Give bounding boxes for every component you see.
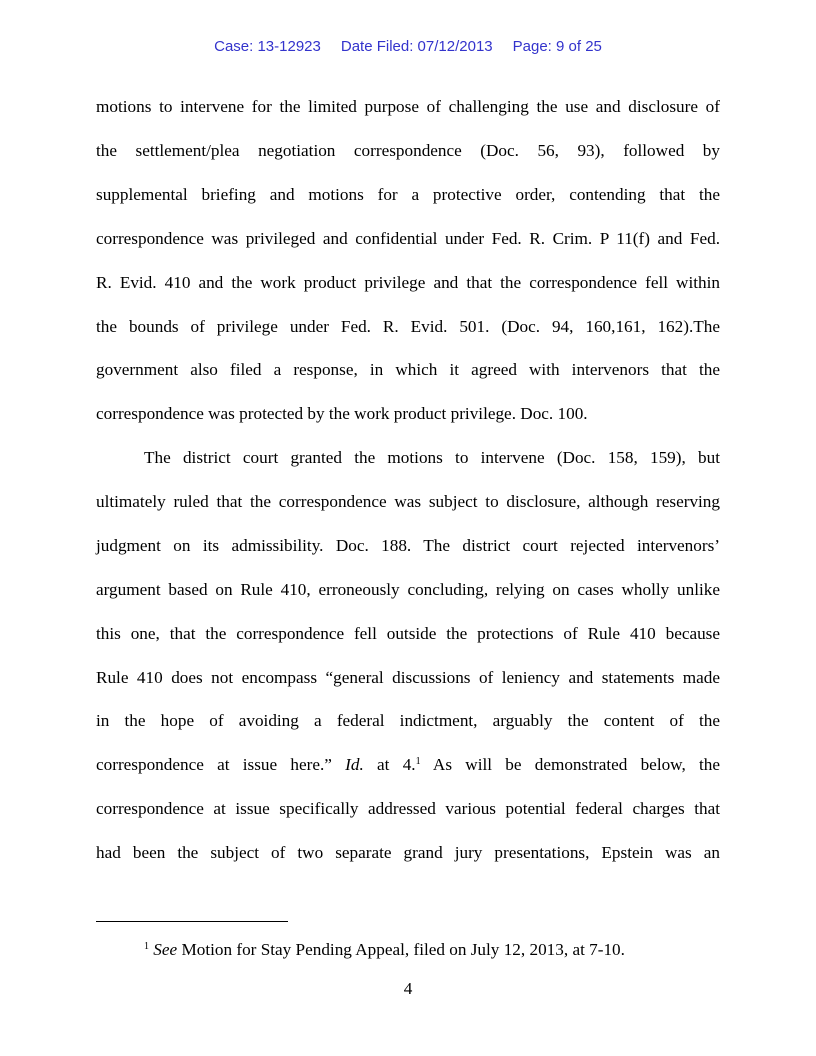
text-line: correspondence at issue specifically addressed various potential federal charges that [96, 799, 720, 818]
text-line: the bounds of privilege under Fed. R. Evid. 501. (Doc. 94, 160,161, 162).The [96, 317, 720, 336]
text-line: correspondence was privileged and confidential under Fed. R. Crim. P 11(f) and Fed. [96, 229, 720, 248]
text-line: The district court granted the motions to intervene (Doc. 158, 159), but [144, 448, 720, 467]
footnote [144, 940, 625, 960]
text-line: motions to intervene for the limited purpose of challenging the use and disclosure of [96, 97, 720, 116]
citation-pin: at 4. [377, 755, 416, 774]
footnote-divider [96, 921, 288, 922]
text-line: in the hope of avoiding a federal indictment, arguably the content of the [96, 711, 720, 730]
citation-lead: correspondence at issue here.” [96, 755, 332, 774]
text-line: government also filed a response, in which it agreed with intervenors that the [96, 360, 720, 379]
footnote-marker: 1 [415, 756, 421, 767]
text-line: supplemental briefing and motions for a protective order, contending that the [96, 185, 720, 204]
footnote-text: Motion for Stay Pending Appeal, filed on July 12, 2013, at 7-10. [181, 940, 625, 959]
text-line: ultimately ruled that the correspondence was subject to disclosure, although reserving [96, 492, 720, 511]
footnote-see-signal: See [153, 940, 178, 959]
text-line: correspondence was protected by the work product privilege. Doc. 100. [96, 404, 588, 423]
text-line-with-citation [96, 755, 720, 775]
footnote-number: 1 [144, 941, 149, 952]
page-count: Page: 9 of 25 [512, 38, 602, 55]
text-line: this one, that the correspondence fell outside the protections of Rule 410 because [96, 624, 720, 643]
text-line: judgment on its admissibility. Doc. 188. The district court rejected intervenors’ [96, 536, 720, 555]
case-number: Case: 13-12923 [214, 38, 321, 55]
text-line: the settlement/plea negotiation correspondence (Doc. 56, 93), followed by [96, 141, 720, 160]
date-filed: Date Filed: 07/12/2013 [340, 38, 493, 55]
page-number: 4 [403, 979, 413, 998]
citation-tail: As will be demonstrated below, the [432, 755, 721, 774]
text-line: had been the subject of two separate grand jury presentations, Epstein was an [96, 843, 720, 862]
ecf-header [0, 38, 816, 55]
text-line: argument based on Rule 410, erroneously concluding, relying on cases wholly unlike [96, 580, 720, 599]
id-citation: Id. [345, 755, 364, 774]
text-line: Rule 410 does not encompass “general discussions of leniency and statements made [96, 668, 720, 687]
text-line: R. Evid. 410 and the work product privilege and that the correspondence fell within [96, 273, 720, 292]
